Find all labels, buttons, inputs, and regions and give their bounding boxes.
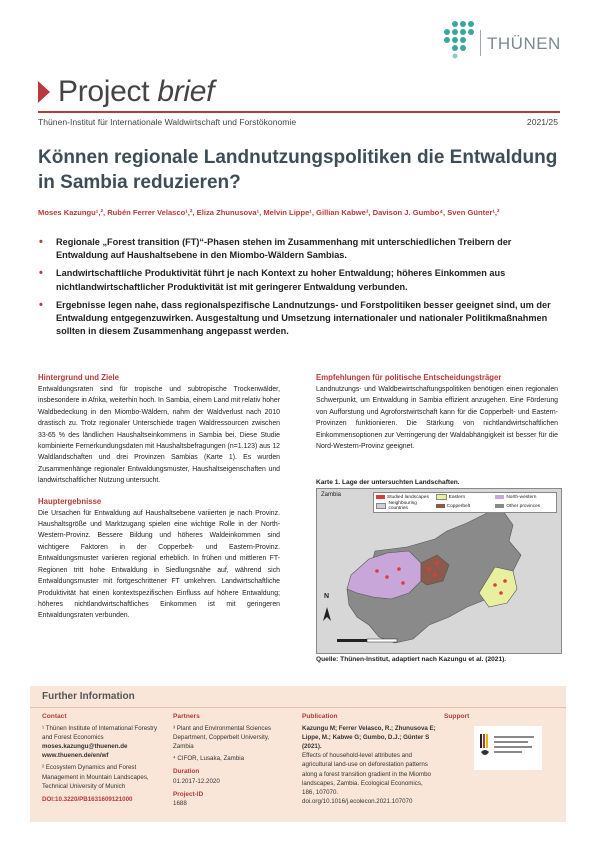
legend-item: Neighbouring countries bbox=[376, 501, 435, 511]
map-north-label: N bbox=[324, 593, 330, 600]
background-heading: Hintergrund und Ziele bbox=[38, 373, 119, 382]
header-rule bbox=[38, 111, 560, 113]
results-text: Die Ursachen für Entwaldung auf Haushaltsebene variierten je nach Provinz. Haushaltsgröße und Marktzugang spielen eine wichtige Rolle in der North-Western-Provinz. Bessere Bildung und höheres Waldeinkommen sind wichtigere Faktoren in der Copperbelt- und Eastern-Provinz. Entwaldungsmuster variieren regional erheblich. In frühen und mittleren FT-Regionen tritt hohe Entwaldung in Siedlungsnähe auf, während sich Entwaldungsmuster mit fortgeschrittener FT umkehren. Landwirtschaftliche Produktivität hat einen kontextspezifischen Einfluss auf höhere Entwaldung; höheres nichtlandwirtschaftliches Einkommen ist mit geringeren Entwaldungsraten verbunden. bbox=[38, 509, 280, 620]
key-point: • Regionale „Forest transition (FT)“-Phasen stehen im Zusammenhang mit unterschiedlichen Treibern der Entwaldung auf Haushaltsebene in den Miombo-Wäldern Sambias. bbox=[38, 236, 562, 262]
partner-line: ⁴ CIFOR, Lusaka, Zambia bbox=[173, 755, 245, 763]
publication-text: Effects of household-level attributes and agricultural land-use on deforestation patterns along a forest transition gradient in the Miombo landscapes, Zambia. Ecological Economics, 186, 107070. bbox=[302, 752, 431, 796]
further-information bbox=[30, 686, 566, 822]
recommendations-text: Landnutzungs- und Waldbewirtschaftungspolitiken benötigen einen regionalen Schwerpunkt, um Entwaldung in Sambia effizient anzugehen. Eine Förderung von Aufforstung und Agroforstwirtschaft kann für die Copperbelt- und Eastern-Provinzen funktionieren. Die Stärkung von nichtlandwirtschaftlichen Einkommensoptionen zur Verringerung der Waldabhängigkeit ist besser für die Nord-Western-Provinz geeignet. bbox=[316, 386, 558, 451]
publication-authors: Kazungu M; Ferrer Velasco, R.; Zhunusova E; Lippe, M.; Kabwe G; Gumbo, D.J.; Günter S (2021). bbox=[302, 725, 436, 751]
legend-item: Eastern bbox=[436, 494, 495, 500]
brief-triangle-icon bbox=[38, 81, 50, 103]
ministry-logo-icon bbox=[474, 726, 542, 770]
key-point: • Ergebnisse legen nahe, dass regionalspezifische Landnutzungs- und Forstpolitiken besser geeignet sind, um der Entwaldung entgegenzuwirken. Ausgestaltung und Umsetzung internationaler und nationaler Politikmaßnahmen sollten in diesem Zusammenhang angepasst werden. bbox=[38, 299, 562, 339]
map-caption: Karte 1. Lage der untersuchten Landschaften. bbox=[316, 479, 460, 486]
contact-email[interactable]: moses.kazungu@thuenen.de bbox=[42, 743, 128, 751]
partners-heading: Partners bbox=[173, 713, 200, 720]
logo-separator bbox=[480, 30, 481, 56]
map-scale-bar bbox=[337, 639, 367, 642]
background-text: Entwaldungsraten sind für tropische und subtropische Trockenwälder, insbesondere in Afrika, weiterhin hoch. In Sambia, einem Land mit relativ hoher Waldbedeckung in den Miombo-Wäldern, nahm der Waldverlust nach 2010 drastisch zu. Trotz regionaler Unterschiede tragen Waldressourcen zwischen 33-65 % des ländlichen Haushaltseinkommens in Sambia bei. Diese Studie kombinierte Fernerkundungsdaten mit Haushaltsbefragungen (n=1.123) aus 12 Waldlandschaften und drei Provinzen Sambias (Karte 1). Es wurden Zusammenhänge regionaler Entwaldungsmuster, Haushaltseigenschaften und landwirtschaftlicher Nutzung untersucht. bbox=[38, 386, 280, 485]
key-points bbox=[38, 236, 562, 343]
logo-text: THÜNEN bbox=[487, 34, 561, 53]
project-id-value: 1688 bbox=[173, 799, 187, 807]
publication-doi[interactable]: doi.org/10.1016/j.ecolecon.2021.107070 bbox=[302, 797, 413, 805]
zambia-map bbox=[317, 489, 561, 653]
institute-name: Thünen-Institut für Internationale Waldwirtschaft und Forstökonomie bbox=[38, 117, 297, 127]
right-column bbox=[316, 373, 558, 452]
headline: Können regionale Landnutzungspolitiken die Entwaldung in Sambia reduzieren? bbox=[38, 147, 558, 193]
contact-line: ² Ecosystem Dynamics and Forest Management in Mountain Landscapes, Technical University of Munich bbox=[42, 764, 149, 790]
legend-item: Studied landscapes bbox=[376, 494, 435, 500]
authors: Moses Kazungu¹,², Rubén Ferrer Velasco¹,², Eliza Zhunusova¹, Melvin Lippe¹, Gillian Kabwe³, Davison J. Gumbo⁴, Sven Günter¹,² bbox=[38, 208, 500, 217]
results-heading: Hauptergebnisse bbox=[38, 496, 102, 506]
further-rule bbox=[30, 707, 566, 708]
contact-doi[interactable]: DOI:10.3220/PB1631609121000 bbox=[42, 795, 133, 803]
publication-column bbox=[302, 712, 436, 806]
map-country-label: Zambia bbox=[321, 492, 342, 498]
publication-heading: Publication bbox=[302, 713, 338, 720]
support-heading: Support bbox=[444, 713, 470, 720]
legend-item: Other provinces bbox=[495, 501, 554, 511]
duration-heading: Duration bbox=[173, 768, 200, 776]
recommendations-heading: Empfehlungen für politische Entscheidungsträger bbox=[316, 373, 502, 382]
partners-column bbox=[173, 712, 283, 808]
map-figure bbox=[316, 488, 562, 654]
project-id-heading: Project-ID bbox=[173, 790, 204, 798]
brief-title-italic: brief bbox=[157, 75, 215, 108]
key-point: • Landwirtschaftliche Produktivität führt je nach Kontext zu hoher Entwaldung; höheres Einkommen aus nichtlandwirtschaftlicher Produktivität ist mit geringerer Entwaldung verbunden. bbox=[38, 267, 562, 293]
contact-heading: Contact bbox=[42, 713, 67, 720]
brief-title bbox=[58, 75, 214, 109]
duration-value: 01.2017-12.2020 bbox=[173, 777, 220, 785]
support-column bbox=[444, 712, 554, 724]
map-source: Quelle: Thünen-Institut, adaptiert nach Kazungu et al. (2021). bbox=[316, 656, 507, 663]
support-logo bbox=[474, 726, 542, 770]
contact-line: ¹ Thünen Institute of International Forestry and Forest Economics bbox=[42, 725, 158, 742]
legend-item: Copperbelt bbox=[436, 501, 495, 511]
contact-website[interactable]: www.thuenen.de/en/wf bbox=[42, 752, 109, 760]
partner-line: ³ Plant and Environmental Sciences Department, Copperbelt University, Zambia bbox=[173, 725, 272, 751]
further-title: Further Information bbox=[42, 691, 135, 702]
map-legend bbox=[373, 492, 557, 513]
left-column bbox=[38, 373, 280, 622]
legend-item: North-western bbox=[495, 494, 554, 500]
brief-title-plain: Project bbox=[58, 75, 150, 108]
contact-column bbox=[42, 712, 160, 804]
issue-number: 2021/25 bbox=[526, 117, 558, 127]
